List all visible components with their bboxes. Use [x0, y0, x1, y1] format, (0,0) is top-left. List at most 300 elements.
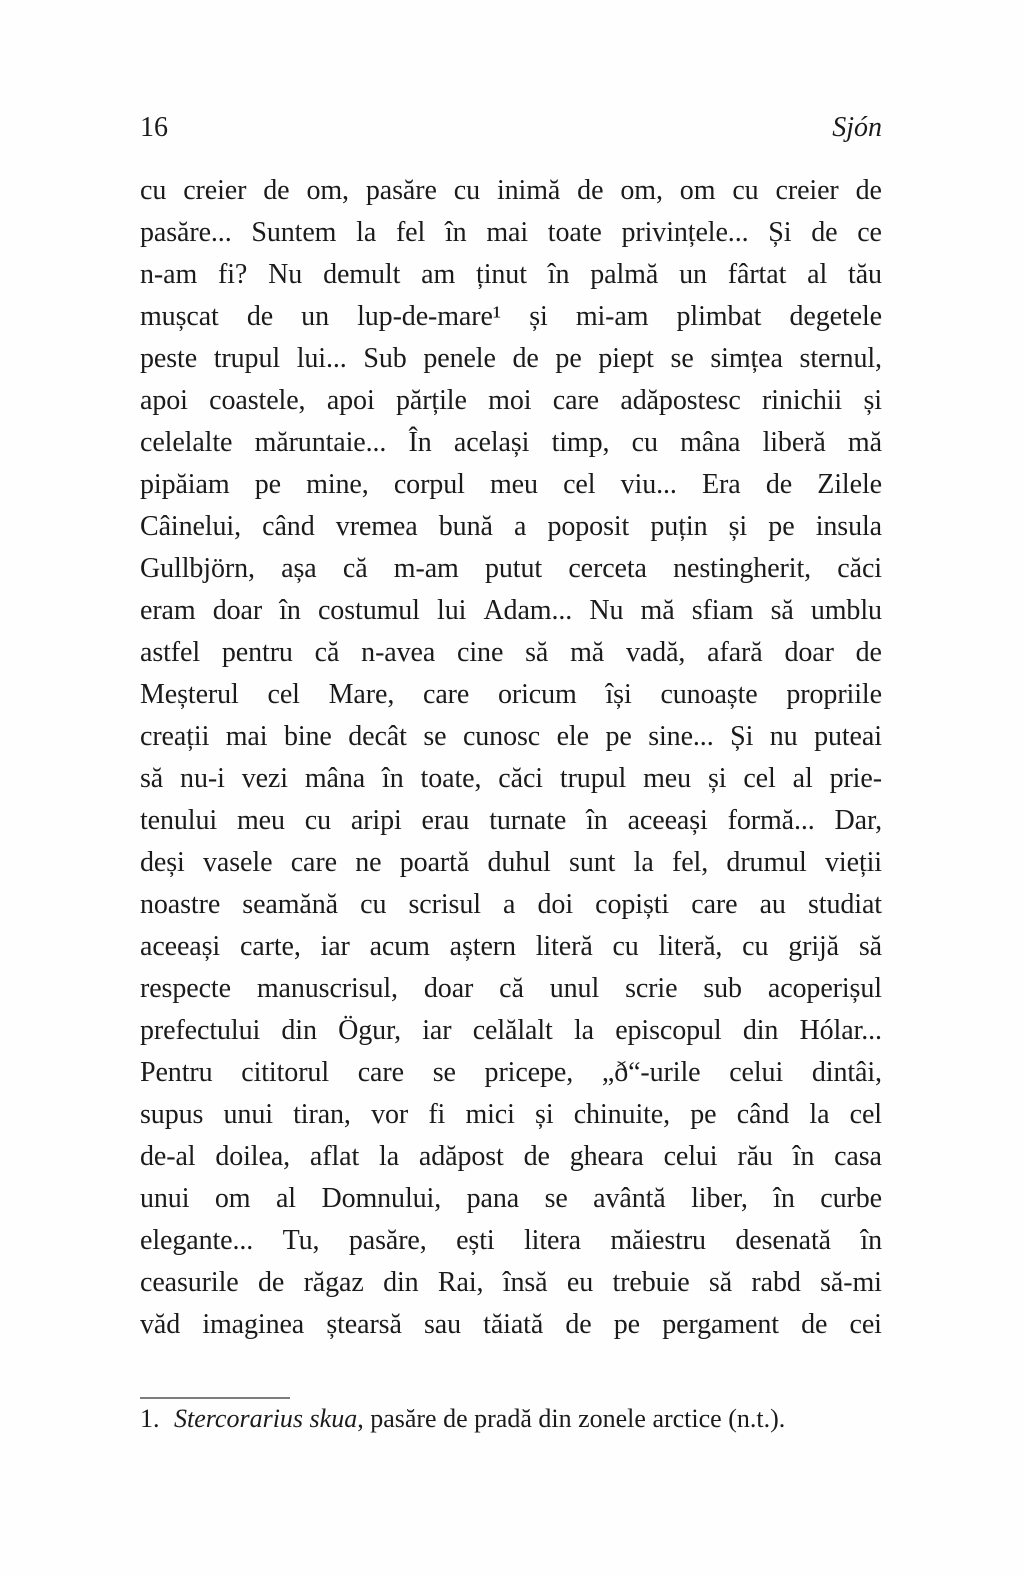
- word: corpul: [393, 469, 465, 500]
- word: văd: [140, 1309, 181, 1340]
- word: gheara: [569, 1141, 644, 1172]
- word: seamănă: [242, 889, 338, 920]
- word: a: [503, 889, 516, 920]
- word: scrisul: [408, 889, 481, 920]
- word: nu-i: [180, 763, 225, 794]
- word: cunoaște: [660, 679, 758, 710]
- word: la: [356, 217, 377, 248]
- word: căci: [498, 763, 543, 794]
- word: ești: [456, 1225, 495, 1256]
- word: creier: [775, 175, 839, 206]
- text-line: [140, 380, 882, 422]
- word: doar: [212, 595, 263, 626]
- word: în: [444, 217, 467, 248]
- text-line: [140, 338, 882, 380]
- word: de: [512, 343, 539, 374]
- footnote-divider: [140, 1397, 290, 1399]
- word: pana: [466, 1183, 520, 1214]
- word: pe: [613, 1309, 641, 1340]
- word: avântă: [593, 1183, 666, 1214]
- word: care: [691, 889, 738, 920]
- word: n-am: [140, 259, 198, 290]
- word: ele: [556, 721, 589, 752]
- word: meu: [236, 805, 285, 836]
- word: al: [275, 1183, 296, 1214]
- word: cel: [267, 679, 300, 710]
- word: cu: [304, 805, 331, 836]
- word: lui: [437, 595, 467, 626]
- word: cunosc: [462, 721, 541, 752]
- word: casa: [834, 1141, 882, 1172]
- word: Suntem: [251, 217, 337, 248]
- word: rău: [737, 1141, 773, 1172]
- word: cu: [453, 175, 480, 206]
- word: de: [765, 469, 793, 500]
- word: degetele: [789, 301, 882, 332]
- word: copiști: [595, 889, 670, 920]
- word: vadă,: [625, 637, 686, 668]
- word: în: [773, 1183, 795, 1214]
- word: de-al: [140, 1141, 196, 1172]
- text-line: [140, 968, 882, 1010]
- word: meu: [643, 763, 692, 794]
- word: se: [432, 1057, 456, 1088]
- word: insula: [815, 511, 882, 542]
- word: pe: [605, 721, 632, 752]
- text-line: [140, 212, 882, 254]
- word: pe: [768, 511, 795, 542]
- word: plimbat: [676, 301, 762, 332]
- word: studiat: [807, 889, 882, 920]
- word: și: [863, 385, 882, 416]
- word: mă: [570, 637, 605, 668]
- word: supus: [140, 1099, 204, 1130]
- word: în: [792, 1141, 815, 1172]
- text-line: [140, 548, 882, 590]
- word: coastele,: [209, 385, 306, 416]
- word: al: [792, 763, 813, 794]
- text-line: [140, 674, 882, 716]
- word: cu: [140, 175, 167, 206]
- word: n-avea: [361, 637, 436, 668]
- word: deși: [140, 847, 185, 878]
- word: tăiată: [483, 1309, 544, 1340]
- word: nestingherit,: [673, 553, 812, 584]
- word: imaginea: [202, 1309, 305, 1340]
- text-line: [140, 1304, 882, 1346]
- word: măruntaie...: [254, 427, 387, 458]
- word: a: [513, 511, 527, 542]
- word: la: [379, 1141, 400, 1172]
- word: și: [728, 511, 748, 542]
- word: măiestru: [610, 1225, 706, 1256]
- word: mine,: [306, 469, 369, 500]
- word: din: [383, 1267, 419, 1298]
- word: toate: [547, 217, 602, 248]
- word: decât: [348, 721, 407, 752]
- word: un: [679, 259, 707, 290]
- word: Nu: [268, 259, 303, 290]
- word: fel,: [671, 847, 709, 878]
- word: că: [342, 553, 368, 584]
- word: vasele: [203, 847, 273, 878]
- word: tău: [848, 259, 882, 290]
- word: Mare,: [328, 679, 395, 710]
- word: mușcat: [140, 301, 219, 332]
- word: Și: [768, 217, 792, 248]
- word: răgaz: [303, 1267, 364, 1298]
- word: care: [552, 385, 600, 416]
- word: sunt: [569, 847, 616, 878]
- word: puțin: [650, 511, 708, 542]
- word: formă...: [727, 805, 815, 836]
- word: piept: [598, 343, 654, 374]
- word: cu: [631, 427, 658, 458]
- word: au: [759, 889, 786, 920]
- word: respecte: [140, 973, 231, 1004]
- word: bine: [283, 721, 332, 752]
- word: tenului: [140, 805, 218, 836]
- word: eram: [140, 595, 196, 626]
- word: om: [214, 1183, 251, 1214]
- word: sternul,: [799, 343, 882, 374]
- word: iar: [422, 1015, 452, 1046]
- text-line: [140, 254, 882, 296]
- word: în: [547, 259, 570, 290]
- word: și: [535, 1099, 554, 1130]
- word: prie-: [829, 763, 882, 794]
- word: rabd: [751, 1267, 801, 1298]
- word: mâna: [680, 427, 741, 458]
- page-number: 16: [140, 112, 168, 143]
- word: oricum: [498, 679, 577, 710]
- text-line: [140, 842, 882, 884]
- word: sau: [423, 1309, 461, 1340]
- word: să: [858, 931, 882, 962]
- word: aștern: [449, 931, 516, 962]
- word: apoi: [326, 385, 375, 416]
- word: din: [281, 1015, 317, 1046]
- word: prefectului: [140, 1015, 261, 1046]
- word: la: [809, 1099, 830, 1130]
- word: propriile: [786, 679, 882, 710]
- text-line: [140, 926, 882, 968]
- word: în: [860, 1225, 882, 1256]
- word: când: [736, 1099, 790, 1130]
- word: părțile: [395, 385, 467, 416]
- text-line: [140, 464, 882, 506]
- word: timp,: [551, 427, 610, 458]
- word: care: [423, 679, 470, 710]
- text-line: [140, 1052, 882, 1094]
- word: peste: [140, 343, 198, 374]
- word: mi-am: [575, 301, 649, 332]
- word: putut: [484, 553, 543, 584]
- word: pasăre,: [348, 1225, 427, 1256]
- word: erau: [421, 805, 470, 836]
- word: Tu,: [282, 1225, 320, 1256]
- word: de: [577, 175, 604, 206]
- footnote: [140, 1402, 920, 1436]
- word: al: [807, 259, 828, 290]
- word: pipăiam: [140, 469, 230, 500]
- word: să: [140, 763, 164, 794]
- word: când: [262, 511, 315, 542]
- word: Meșterul: [140, 679, 239, 710]
- word: chinuite,: [573, 1099, 671, 1130]
- text-line: [140, 296, 882, 338]
- text-line: [140, 590, 882, 632]
- word: acum: [369, 931, 430, 962]
- word: adăpost: [418, 1141, 504, 1172]
- word: vieții: [825, 847, 882, 878]
- word: litera: [523, 1225, 581, 1256]
- word: la: [633, 847, 654, 878]
- word: noastre: [140, 889, 221, 920]
- word: Nu: [589, 595, 624, 626]
- word: am: [421, 259, 456, 290]
- word: mă: [847, 427, 882, 458]
- text-line: [140, 1262, 882, 1304]
- word: de: [263, 175, 290, 206]
- word: că: [499, 973, 524, 1004]
- word: fi: [428, 1099, 446, 1130]
- word: cerceta: [568, 553, 647, 584]
- word: fi?: [218, 259, 248, 290]
- word: om: [679, 175, 716, 206]
- text-line: [140, 1094, 882, 1136]
- word: viu...: [620, 469, 677, 500]
- word: puteai: [814, 721, 882, 752]
- word: doar: [784, 637, 834, 668]
- word: de: [811, 217, 838, 248]
- word: creier: [183, 175, 247, 206]
- word: cel: [743, 763, 776, 794]
- word: adăpostesc: [620, 385, 741, 416]
- word: palmă: [590, 259, 659, 290]
- word: liber,: [691, 1183, 748, 1214]
- word: doar: [423, 973, 474, 1004]
- word: sine...: [648, 721, 714, 752]
- word: trebuie: [612, 1267, 690, 1298]
- word: pergament: [662, 1309, 779, 1340]
- word: vremea: [335, 511, 418, 542]
- text-line: [140, 1178, 882, 1220]
- word: ștearsă: [326, 1309, 402, 1340]
- word: vor: [371, 1099, 409, 1130]
- footnote-species-name: Stercorarius skua: [174, 1404, 358, 1433]
- word: își: [605, 679, 632, 710]
- word: celălalt: [472, 1015, 553, 1046]
- word: mici: [465, 1099, 515, 1130]
- word: iar: [320, 931, 350, 962]
- word: doi: [537, 889, 573, 920]
- text-line: [140, 716, 882, 758]
- word: elegante...: [140, 1225, 254, 1256]
- word: literă,: [658, 931, 723, 962]
- word: pe: [690, 1099, 717, 1130]
- word: de: [801, 1309, 828, 1340]
- word: umblu: [810, 595, 882, 626]
- word: liberă: [762, 427, 826, 458]
- word: aceeași: [627, 805, 708, 836]
- word: fârtat: [727, 259, 787, 290]
- word: unul: [549, 973, 600, 1004]
- word: bună: [438, 511, 493, 542]
- word: Câinelui,: [140, 511, 241, 542]
- word: celui: [663, 1141, 718, 1172]
- word: Zilele: [817, 469, 882, 500]
- word: Domnului,: [321, 1183, 442, 1214]
- word: grijă: [788, 931, 840, 962]
- word: costumul: [317, 595, 420, 626]
- word: simțea: [710, 343, 783, 374]
- word: cine: [457, 637, 504, 668]
- word: pasăre: [365, 175, 437, 206]
- word: sub: [703, 973, 742, 1004]
- word: pe: [555, 343, 582, 374]
- word: de: [855, 175, 882, 206]
- word: lup-de-mare¹: [357, 301, 502, 332]
- word: un: [301, 301, 329, 332]
- footnote-text: , pasăre de pradă din zonele arctice (n.t.).: [357, 1404, 786, 1433]
- word: ce: [857, 217, 882, 248]
- word: toate,: [420, 763, 482, 794]
- word: aceeași: [140, 931, 221, 962]
- word: penele: [423, 343, 496, 374]
- word: Adam...: [483, 595, 573, 626]
- text-line: [140, 422, 882, 464]
- word: eu: [566, 1267, 594, 1298]
- word: de: [523, 1141, 550, 1172]
- text-line: [140, 632, 882, 674]
- running-header-author: Sjón: [832, 112, 882, 143]
- word: astfel: [140, 637, 201, 668]
- word: ținut: [476, 259, 527, 290]
- word: în: [586, 805, 608, 836]
- word: episcopul: [615, 1015, 722, 1046]
- word: așa: [281, 553, 317, 584]
- text-line: [140, 1136, 882, 1178]
- word: curbe: [820, 1183, 882, 1214]
- word: mâna: [304, 763, 366, 794]
- word: vezi: [241, 763, 288, 794]
- word: meu: [489, 469, 538, 500]
- word: doilea,: [215, 1141, 291, 1172]
- text-line: [140, 1010, 882, 1052]
- word: cel: [849, 1099, 882, 1130]
- running-header: [140, 112, 882, 144]
- word: om,: [306, 175, 349, 206]
- word: turnate: [489, 805, 567, 836]
- word: privințele...: [621, 217, 749, 248]
- word: aripi: [350, 805, 402, 836]
- word: scrie: [625, 973, 678, 1004]
- word: de: [855, 637, 882, 668]
- word: se: [670, 343, 694, 374]
- word: din: [742, 1015, 779, 1046]
- word: inimă: [496, 175, 561, 206]
- text-line: [140, 506, 882, 548]
- word: însă: [502, 1267, 548, 1298]
- word: cel: [563, 469, 596, 500]
- word: mă: [640, 595, 675, 626]
- word: de: [565, 1309, 592, 1340]
- text-line: [140, 758, 882, 800]
- word: mai: [225, 721, 268, 752]
- word: trupul: [213, 343, 281, 374]
- word: pasăre...: [140, 217, 232, 248]
- word: ne: [355, 847, 382, 878]
- word: cu: [360, 889, 387, 920]
- word: același: [453, 427, 530, 458]
- word: manuscrisul,: [256, 973, 398, 1004]
- word: cu: [742, 931, 769, 962]
- word: literă: [535, 931, 593, 962]
- word: fel: [395, 217, 426, 248]
- word: duhul: [487, 847, 551, 878]
- word: în: [279, 595, 301, 626]
- text-line: [140, 800, 882, 842]
- word: apoi: [140, 385, 188, 416]
- word: să: [770, 595, 794, 626]
- word: moi: [488, 385, 532, 416]
- word: carte,: [239, 931, 301, 962]
- word: Sub: [363, 343, 407, 374]
- word: pentru: [221, 637, 293, 668]
- word: care: [290, 847, 337, 878]
- word: se: [544, 1183, 568, 1214]
- word: celelalte: [140, 427, 233, 458]
- text-line: [140, 1220, 882, 1262]
- word: aflat: [309, 1141, 360, 1172]
- word: ceasurile: [140, 1267, 239, 1298]
- word: cei: [849, 1309, 882, 1340]
- word: drumul: [726, 847, 807, 878]
- word: la: [573, 1015, 594, 1046]
- word: de: [246, 301, 274, 332]
- word: și: [707, 763, 727, 794]
- word: pricepe,: [484, 1057, 574, 1088]
- body-text: [140, 170, 882, 1346]
- word: să: [525, 637, 549, 668]
- word: unui: [223, 1099, 273, 1130]
- word: om,: [620, 175, 663, 206]
- word: Rai,: [437, 1267, 484, 1298]
- word: creații: [140, 721, 210, 752]
- word: rinichii: [762, 385, 843, 416]
- word: mai: [486, 217, 529, 248]
- word: că: [314, 637, 340, 668]
- text-line: [140, 884, 882, 926]
- word: se: [423, 721, 447, 752]
- word: cu: [732, 175, 759, 206]
- word: dintâi,: [811, 1057, 882, 1088]
- word: trupul: [559, 763, 627, 794]
- word: Gullbjörn,: [140, 553, 255, 584]
- word: de: [257, 1267, 285, 1298]
- word: și: [529, 301, 548, 332]
- word: Hólar...: [799, 1015, 882, 1046]
- word: nu: [769, 721, 798, 752]
- word: demult: [323, 259, 401, 290]
- word: care: [357, 1057, 404, 1088]
- word: cu: [612, 931, 639, 962]
- word: să: [708, 1267, 733, 1298]
- word: tiran,: [293, 1099, 351, 1130]
- word: afară: [707, 637, 763, 668]
- word: poposit: [547, 511, 630, 542]
